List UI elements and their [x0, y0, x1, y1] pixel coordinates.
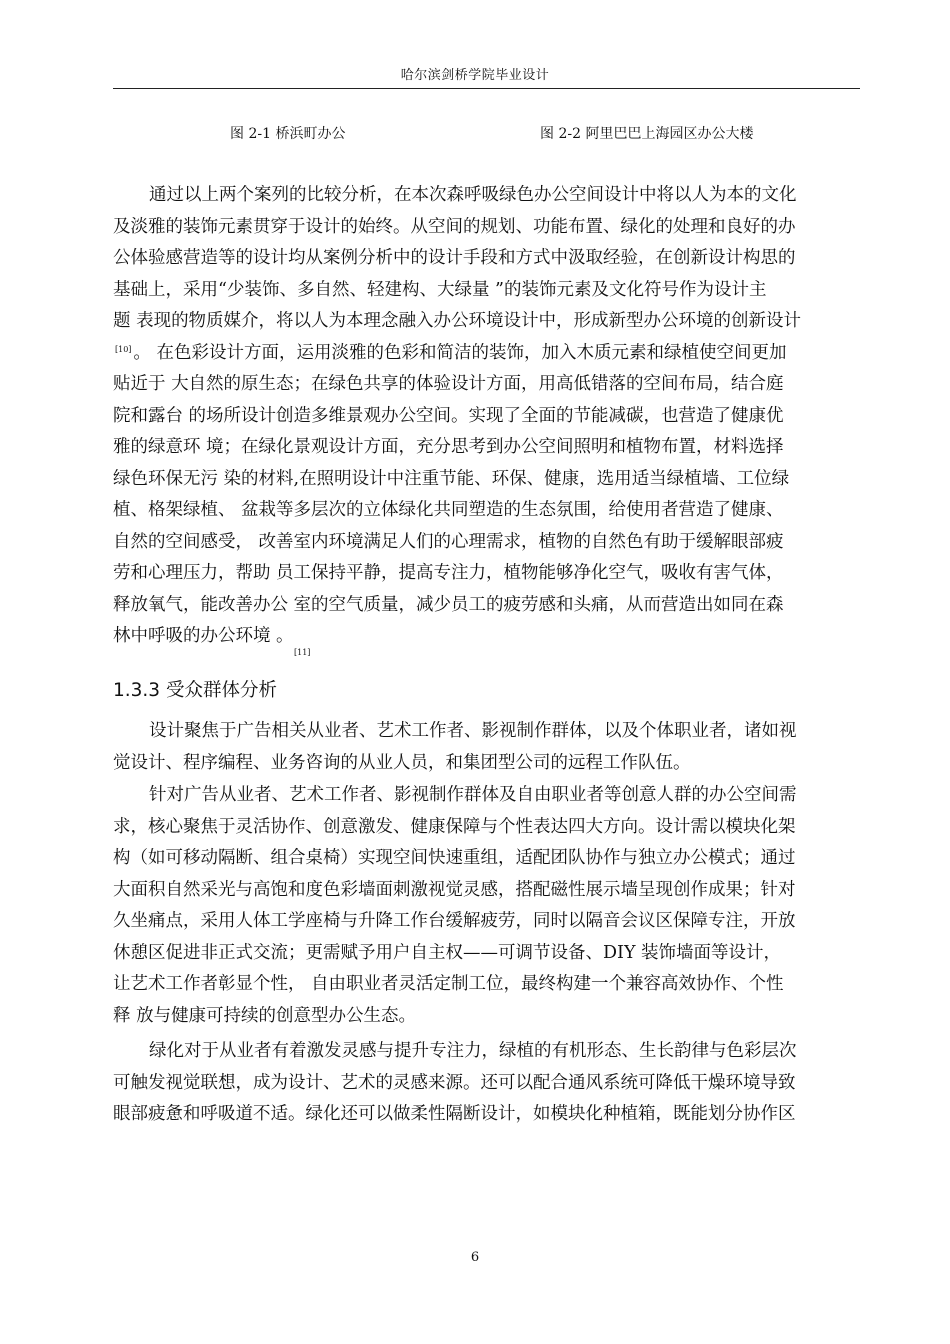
paragraph-audience: [113, 716, 865, 779]
paragraph-line: 植、格架绿植、 盆栽等多层次的立体绿化共同塑造的生态氛围，给使用者营造了健康、: [113, 500, 784, 520]
paragraph-line: 大面积自然采光与高饱和度色彩墙面刺激视觉灵感，搭配磁性展示墙呈现创作成果；针对: [113, 879, 796, 900]
paragraph-line: 绿化对于从业者有着激发灵感与提升专注力，绿植的有机形态、生长韵律与色彩层次: [149, 1041, 797, 1061]
paragraph-line: 觉设计、程序编程、业务咨询的从业人员，和集团型公司的远程工作队伍。: [113, 752, 691, 773]
page-number: 6: [470, 1250, 480, 1265]
paragraph-line: 贴近于 大自然的原生态；在绿色共享的体验设计方面，用高低错落的空间布局，结合庭: [113, 374, 784, 394]
paragraph-case-analysis: [113, 180, 865, 653]
paragraph-greening: [113, 1036, 865, 1131]
paragraph-line: 及淡雅的装饰元素贯穿于设计的始终。从空间的规划、功能布置、绿化的处理和良好的办: [113, 216, 796, 237]
paragraph-line-with-ref: [113, 621, 865, 653]
paragraph-line: 释 放与健康可持续的创意型办公生态。: [113, 1005, 417, 1026]
paragraph-line: 基础上，采用“少装饰、多自然、轻建构、大绿量 ”的装饰元素及文化符号作为设计主: [113, 279, 767, 300]
citation-ref-11: [11]: [294, 648, 311, 657]
paragraph-line: 公体验感营造等的设计均从案例分析中的设计手段和方式中汲取经验，在创新设计构思的: [113, 248, 796, 268]
citation-ref-10: [10]: [115, 344, 132, 354]
paragraph-line: 可触发视觉联想，成为设计、艺术的灵感来源。还可以配合通风系统可降低干燥环境导致: [113, 1072, 796, 1093]
paragraph-line: 题 表现的物质媒介，将以人为本理念融入办公环境设计中，形成新型办公环境的创新设计: [113, 311, 802, 331]
paragraph-line: 劳和心理压力，帮助 员工保持平静，提高专注力，植物能够净化空气，吸收有害气体，: [113, 563, 784, 583]
paragraph-line: 针对广告从业者、艺术工作者、影视制作群体及自由职业者等创意人群的办公空间需: [149, 785, 797, 805]
paragraph-line-text: 。 在色彩设计方面，运用淡雅的色彩和简洁的装饰，加入木质元素和绿植使空间更加: [133, 342, 787, 363]
paragraph-line: 让艺术工作者彰显个性， 自由职业者灵活定制工位，最终构建一个兼容高效协作、个性: [113, 974, 784, 994]
paragraph-line: 绿色环保无污 染的材料,在照明设计中注重节能、环保、健康，选用适当绿植墙、工位绿: [113, 468, 790, 489]
header-divider: [113, 88, 860, 89]
paragraph-line: 释放氧气，能改善办公 室的空气质量，减少员工的疲劳感和头痛，从而营造出如同在森: [113, 594, 784, 615]
figure-caption-2-1: 图 2-1 桥浜町办公: [230, 126, 346, 142]
paragraph-creative-needs: [113, 780, 865, 1032]
paragraph-line-with-ref: [113, 338, 865, 370]
paragraph-line-text: 林中呼吸的办公环境 。: [113, 626, 294, 646]
paragraph-line: 休憩区促进非正式交流；更需赋予用户自主权——可调节设备、DIY 装饰墙面等设计，: [113, 942, 782, 963]
section-heading: 1.3.3 受众群体分析: [113, 680, 277, 701]
paragraph-line: 院和露台 的场所设计创造多维景观办公空间。实现了全面的节能减碳，也营造了健康优: [113, 405, 784, 426]
paragraph-line: 求，核心聚焦于灵活协作、创意激发、健康保障与个性表达四大方向。设计需以模块化架: [113, 816, 796, 837]
paragraph-line: 构（如可移动隔断、组合桌椅）实现空间快速重组，适配团队协作与独立办公模式；通过: [113, 848, 796, 868]
paragraph-line: 自然的空间感受， 改善室内环境满足人们的心理需求，植物的自然色有助于缓解眼部疲: [113, 531, 784, 552]
paragraph-line: 眼部疲惫和呼吸道不适。绿化还可以做柔性隔断设计，如模块化种植箱，既能划分协作区: [113, 1104, 796, 1124]
paragraph-line: 久坐痛点，采用人体工学座椅与升降工作台缓解疲劳，同时以隔音会议区保障专注，开放: [113, 911, 796, 931]
paragraph-line: 雅的绿意环 境；在绿化景观设计方面，充分思考到办公空间照明和植物布置，材料选择: [113, 437, 784, 457]
header-title: 哈尔滨剑桥学院毕业设计: [400, 68, 550, 83]
figure-caption-2-2: 图 2-2 阿里巴巴上海园区办公大楼: [540, 126, 754, 142]
paragraph-line: 设计聚焦于广告相关从业者、艺术工作者、影视制作群体，以及个体职业者，诸如视: [149, 721, 797, 741]
paragraph-line: 通过以上两个案列的比较分析，在本次森呼吸绿色办公空间设计中将以人为本的文化: [149, 185, 797, 205]
